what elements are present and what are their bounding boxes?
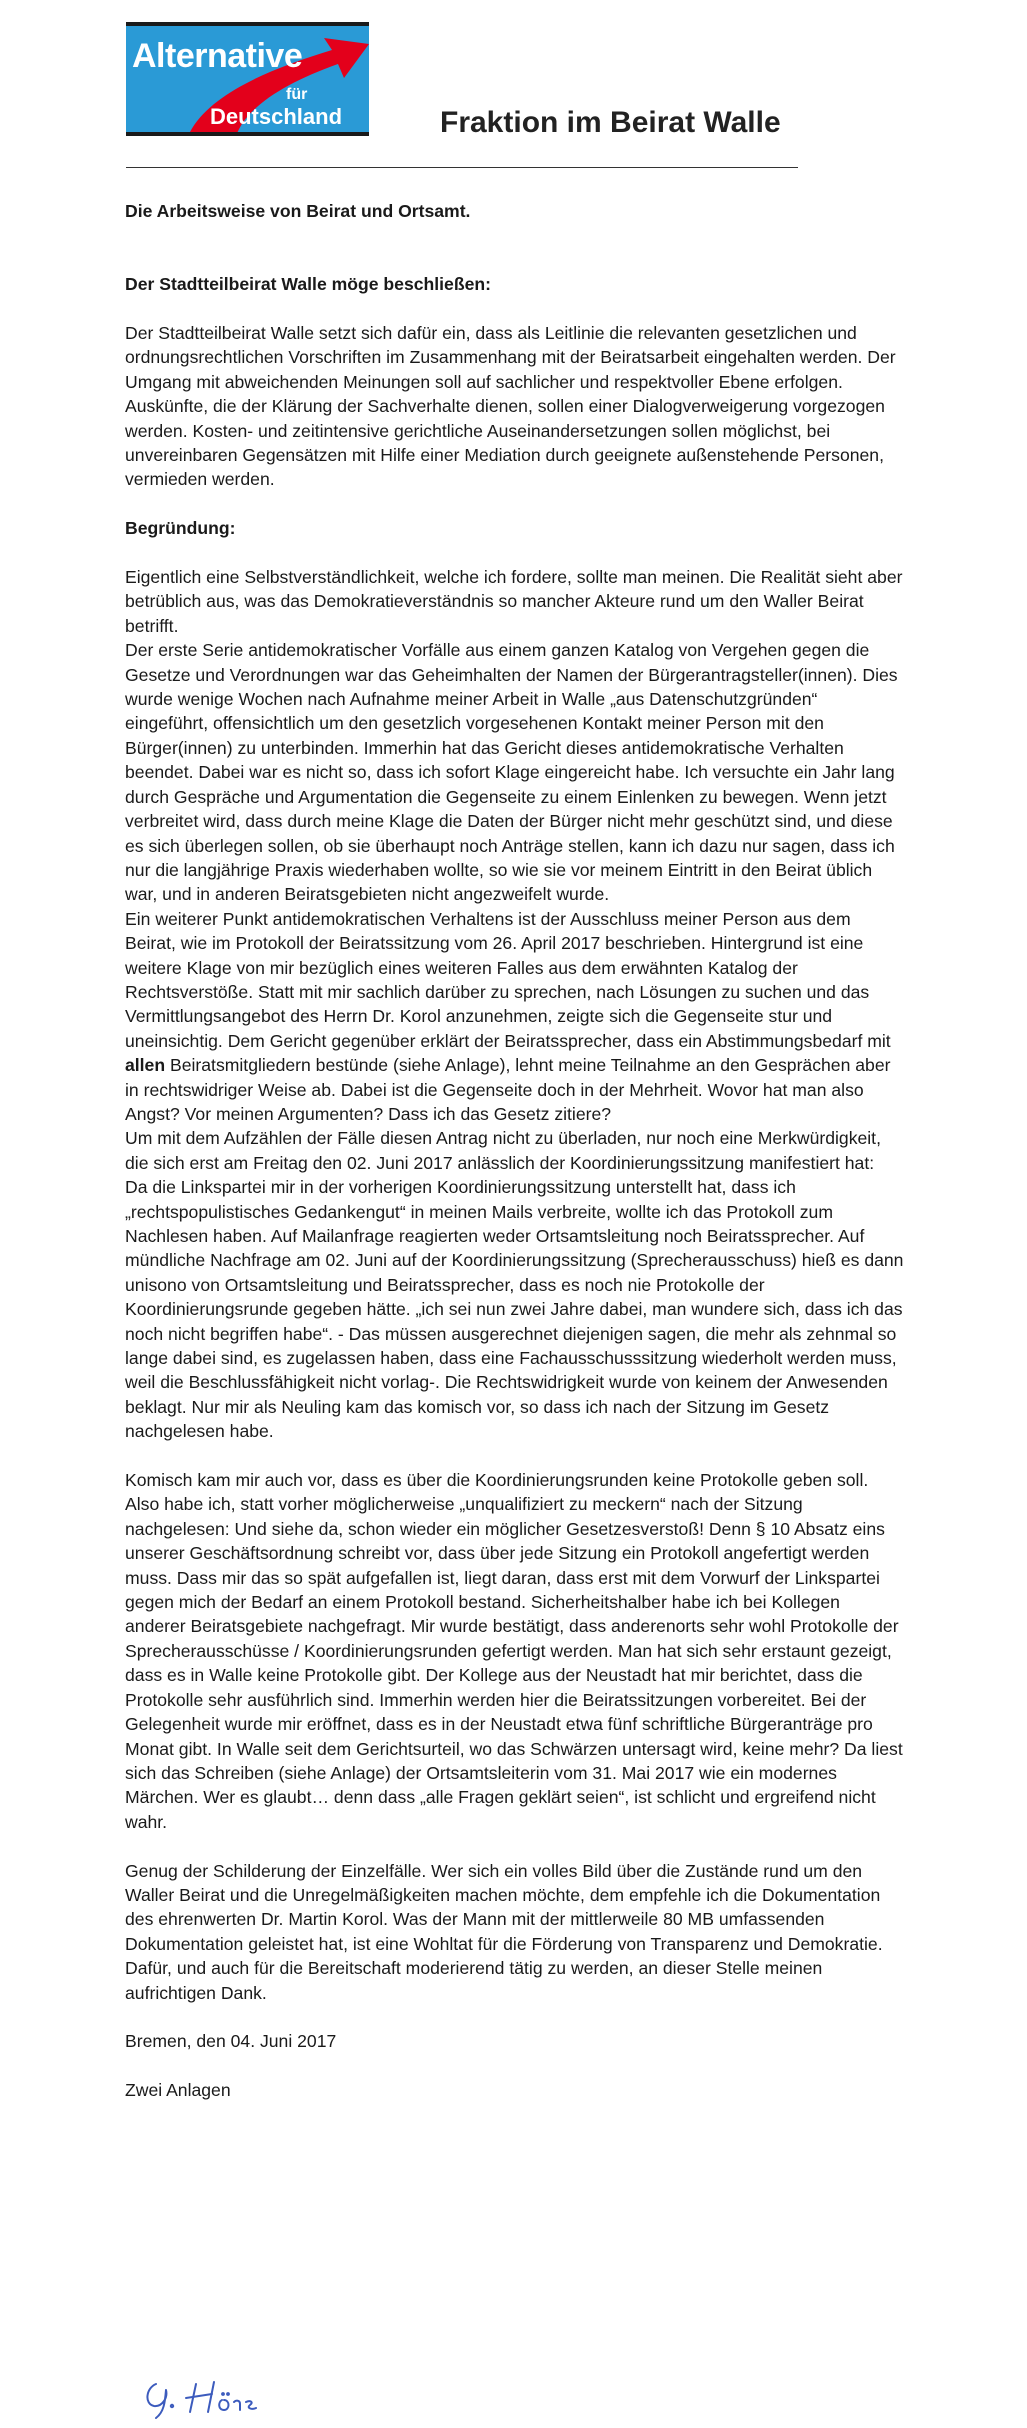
fraction-title: Fraktion im Beirat Walle (440, 106, 781, 139)
spacer (125, 1444, 905, 1468)
attachments-note: Zwei Anlagen (125, 2080, 231, 2101)
spacer (125, 297, 905, 321)
paragraph-1: Eigentlich eine Selbstverständlichkeit, welche ich fordere, sollte man meinen. Die Realität sieht aber betrüblich aus, was das Demokratieverständnis so mancher Akteure rund um den Waller Beirat betrifft. (125, 567, 903, 636)
paragraph-7: Genug der Schilderung der Einzelfälle. Wer sich ein volles Bild über die Zustände rund um den Waller Beirat und die Unregelmäßigkeiten machen möchte, dem empfehle ich die Dokumentation des ehrenwerten Dr. Martin Korol. Was der Mann mit der mittlerweile 80 MB umfassenden Dokumentation geleistet hat, ist eine Wohltat für die Förderung von Transparenz und Demokratie. Dafür, und auch für die Bereitschaft moderierend tätig zu werden, an dieser Stelle meinen aufrichtigen Dank. (125, 1860, 883, 2003)
logo-text-deutschland: Deutschland (210, 104, 343, 129)
paragraph-5: Da die Linkspartei mir in der vorherigen Koordinierungssitzung unterstellt hat, dass ich „rechtspopulistisches Gedankengut“ in meinen Mails verbreite, wollte ich das Protokoll zum Nachlesen haben. Auf Mailanfrage reagierten weder Ortsamtsleitung noch Beiratssprecher. Auf mündliche Nachfrage am 02. Juni auf der Koordinierungssitzung (Sprecherausschuss) hieß es dann unisono von Ortsamtsleitung und Beiratssprecher, dass es noch nie Protokolle der Koordinierungsrunde gegeben hätte. „ich sei nun zwei Jahre dabei, man wundere sich, dass ich das noch nicht begriffen habe“. - Das müssen ausgerechnet diejenigen sagen, die mehr als zehnmal so lange dabei sind, es zugelassen haben, dass eine Fachausschusssitzung wiederholt werden muss, weil die Beschlussfähigkeit nicht vorlag-. Die Rechtswidrigkeit wurde von keinem der Anwesenden beklagt. Nur mir als Neuling kam das komisch vor, so dass ich nach der Sitzung im Gesetz nachgelesen habe. (125, 1177, 904, 1442)
spacer (125, 492, 905, 516)
afd-logo (126, 22, 369, 136)
paragraph-2: Der erste Serie antidemokratischer Vorfälle aus einem ganzen Katalog von Vergehen gegen die Gesetze und Verordnungen war das Geheimhalten der Namen der Bürgerantragsteller(innen). Dies wurde wenige Wochen nach Aufnahme meiner Arbeit in Walle „aus Datenschutzgründen“ eingeführt, offensichtlich um den gesetzlich vorgesehenen Kontakt meiner Person mit den Bürger(innen) zu unterbinden. Immerhin hat das Gericht dieses antidemokratische Verhalten beendet. Dabei war es nicht so, dass ich sofort Klage eingereicht habe. Ich versuchte ein Jahr lang durch Gespräche und Argumentation die Gegenseite zu einem Einlenken zu bewegen. Wenn jetzt verbreitet wird, dass durch meine Klage die Daten der Bürger nicht mehr geschützt sind, und diese es sich überlegen sollen, ob sie überhaupt noch Anträge stellen, kann ich dazu nur sagen, dass ich nur die langjährige Praxis wiederhaben wollte, so wie sie vor meinem Eintritt in den Beirat üblich war, und in anderen Beiratsgebieten nicht angezweifelt wurde. (125, 640, 898, 905)
spacer (125, 1834, 905, 1858)
paragraph-4: Um mit dem Aufzählen der Fälle diesen Antrag nicht zu überladen, nur noch eine Merkwürdigkeit, die sich erst am Freitag den 02. Juni 2017 anlässlich der Koordinierungssitzung manifestiert hat: (125, 1128, 881, 1173)
logo-text-fuer: für (286, 86, 308, 103)
paragraph-3 (125, 907, 905, 1127)
handwritten-signature (138, 2372, 308, 2422)
paragraph-3-text: Ein weiterer Punkt antidemokratischen Verhaltens ist der Ausschluss meiner Person aus dem Beirat, wie im Protokoll der Beiratssitzung vom 26. April 2017 beschrieben. Hintergrund ist eine weitere Klage von mir bezüglich eines weiteren Falles aus dem erwähnten Katalog der Rechtsverstöße. Statt mit mir sachlich darüber zu sprechen, nach Lösungen zu suchen und das Vermittlungsangebot des Herrn Dr. Korol anzunehmen, zeigte sich die Gegenseite stur und uneinsichtig. Dem Gericht gegenüber erklärt der Beiratssprecher, dass ein Abstimmungsbedarf mit (125, 908, 891, 1051)
reason-heading: Begründung: (125, 518, 236, 539)
header-divider (126, 167, 798, 168)
paragraph-6: Komisch kam mir auch vor, dass es über die Koordinierungsrunden keine Protokolle geben soll. Also habe ich, statt vorher möglicherweise „unqualifiziert zu meckern“ nach der Sitzung nachgelesen: Und siehe da, schon wieder ein möglicher Gesetzesverstoß! Denn § 10 Absatz eins unserer Geschäftsordnung schreibt vor, dass über jede Sitzung ein Protokoll angefertigt werden muss. Dass mir das so spät aufgefallen ist, liegt daran, dass erst mit dem Vorwurf der Linkspartei gegen mich der Bedarf an einem Protokoll bestand. Sicherheitshalber habe ich bei Kollegen anderer Beiratsgebiete nachgefragt. Mir wurde bestätigt, dass anderenorts sehr wohl Protokolle der Sprecherausschüsse / Koordinierungsrunden gefertigt werden. Man hat sich sehr erstaunt gezeigt, dass es in Walle keine Protokolle gibt. Der Kollege aus der Neustadt hat mir berichtet, dass die Protokolle sehr ausführlich sind. Immerhin werden hier die Beiratssitzungen vorbereitet. Bei der Gelegenheit wurde mir eröffnet, dass es in der Neustadt etwa fünf schriftliche Bürgeranträge pro Monat gibt. In Walle seit dem Gerichtsurteil, wo das Schwärzen untersagt wird, keine mehr? Da liest sich das Schreiben (siehe Anlage) der Ortsamtsleiterin vom 31. Mai 2017 wie ein modernes Märchen. Wer es glaubt… denn dass „alle Fragen geklärt seien“, ist schlicht und ergreifend nicht wahr. (125, 1470, 903, 1832)
spacer (125, 223, 905, 272)
paragraph-3-text-end: Beiratsmitgliedern bestünde (siehe Anlage), lehnt meine Teilnahme an den Gesprächen aber in rechtswidriger Weise ab. Dabei ist die Gegenseite doch in der Mehrheit. Wovor hat man also Angst? Vor meinen Argumenten? Dass ich das Gesetz zitiere? (125, 1055, 891, 1124)
motion-heading: Der Stadtteilbeirat Walle möge beschließen: (125, 274, 491, 295)
spacer (125, 2005, 905, 2029)
spacer (125, 541, 905, 565)
logo-text-alternative: Alternative (132, 37, 303, 75)
document-body (125, 199, 905, 2103)
date-line: Bremen, den 04. Juni 2017 (125, 2031, 337, 2052)
motion-text: Der Stadtteilbeirat Walle setzt sich dafür ein, dass als Leitlinie die relevanten gesetzlichen und ordnungsrechtlichen Vorschriften im Zusammenhang mit der Beiratsarbeit eingehalten werden. Der Umgang mit abweichenden Meinungen soll auf sachlicher und respektvoller Ebene erfolgen. Auskünfte, die der Klärung der Sachverhalte dienen, sollen einer Dialogverweigerung vorgezogen werden. Kosten- und zeitintensive gerichtliche Auseinandersetzungen sollen möglichst, bei unvereinbaren Gegensätzen mit Hilfe einer Mediation durch geeignete außenstehende Personen, vermieden werden. (125, 323, 896, 490)
spacer (125, 2054, 905, 2078)
paragraph-3-bold: allen (125, 1055, 166, 1076)
document-title: Die Arbeitsweise von Beirat und Ortsamt. (125, 201, 471, 221)
